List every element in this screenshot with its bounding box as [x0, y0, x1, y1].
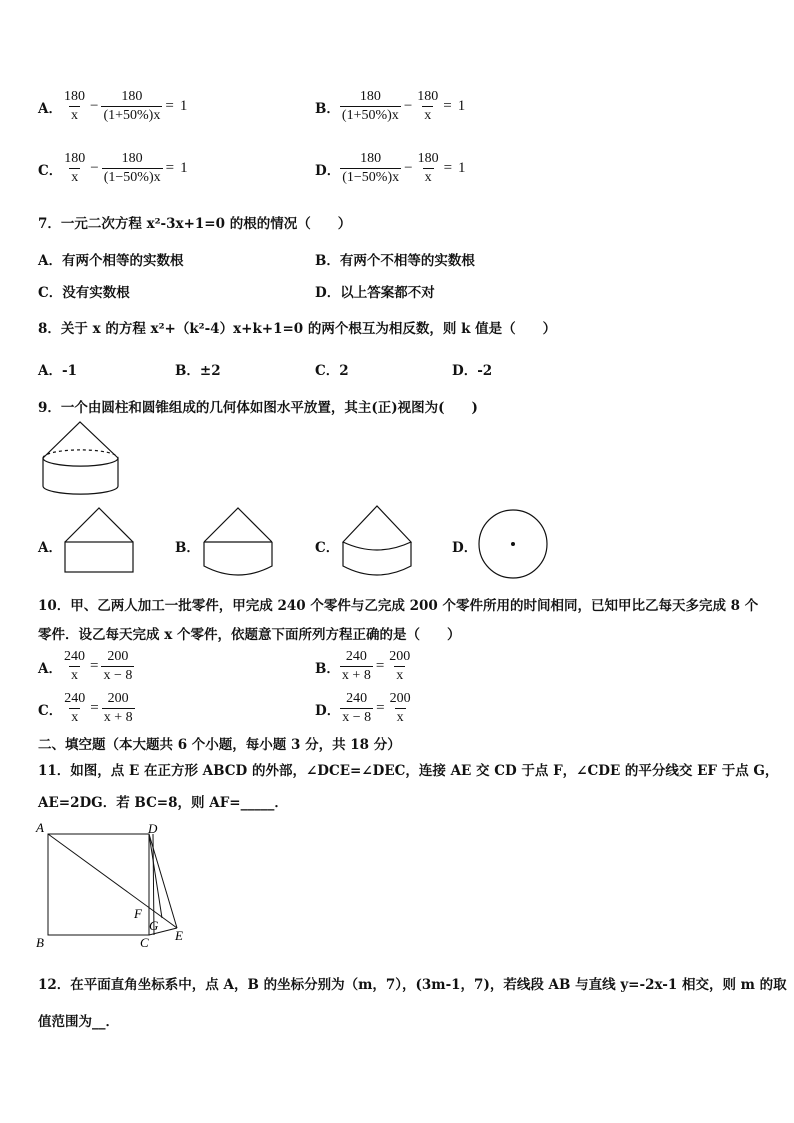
label-f: F: [134, 906, 142, 921]
q8-option-b[interactable]: B．±2: [175, 363, 221, 379]
q9-option-b-label[interactable]: B．: [175, 540, 200, 556]
fraction: $\frac{180}{x}$: [417, 151, 439, 185]
q6-option-a[interactable]: A． $\frac{180}{x}$ − $\frac{180}{(1+50\%)x}$ = 1: [38, 89, 188, 123]
cylinder-top-front-edge: [43, 458, 118, 466]
q9-option-a-figure[interactable]: [62, 504, 138, 576]
q9-option-c-label[interactable]: C．: [315, 540, 340, 556]
q7-option-b[interactable]: B．有两个不相等的实数根: [315, 253, 475, 269]
q6-option-d[interactable]: D． $\frac{180}{(1-50\%)x}$ − $\frac{180}{x}$ = 1: [315, 151, 466, 185]
label-b: B: [36, 935, 44, 950]
option-label: B．: [315, 100, 340, 117]
label-e: E: [175, 928, 183, 943]
fraction: $\frac{180}{(1-50\%)x}$: [103, 151, 161, 185]
q7-option-d[interactable]: D．以上答案都不对: [315, 285, 435, 301]
option-label: D．: [315, 162, 341, 179]
fraction: $\frac{180}{(1+50\%)x}$: [341, 89, 399, 123]
label-c: C: [140, 935, 149, 950]
cylinder-cone-solid-figure: [38, 418, 138, 498]
q7-option-a[interactable]: A．有两个相等的实数根: [38, 253, 184, 269]
q9-option-d-figure[interactable]: [476, 508, 552, 582]
q9-stem: 9．一个由圆柱和圆锥组成的几何体如图水平放置，其主(正)视图为( ): [38, 400, 478, 416]
segment-dg: [149, 834, 162, 918]
option-label: C．: [38, 702, 63, 719]
label-g: G: [149, 918, 159, 933]
fraction: $\frac{240}{x}$: [63, 649, 85, 683]
label-d: D: [148, 821, 158, 836]
fraction: $\frac{180}{x}$: [64, 151, 86, 185]
q7-option-c[interactable]: C．没有实数根: [38, 285, 130, 301]
q10-stem-line2: 零件．设乙每天完成 x 个零件，依题意下面所列方程正确的是（ ）: [38, 627, 461, 643]
q12-stem-line1: 12．在平面直角坐标系中，点 A，B 的坐标分别为（m，7），(3m-1，7)，若线段 AB 与直线 y=-2x-1 相交，则 m 的取: [38, 977, 787, 993]
fraction: $\frac{180}{(1+50\%)x}$: [103, 89, 161, 123]
q8-option-c[interactable]: C．2: [315, 363, 349, 379]
option-label: D．: [315, 702, 341, 719]
fraction: $\frac{180}{(1-50\%)x}$: [342, 151, 400, 185]
option-label: C．: [38, 162, 63, 179]
q9-option-c-figure[interactable]: [340, 502, 416, 580]
q7-stem: 7．一元二次方程 x²-3x+1=0 的根的情况（ ）: [38, 216, 352, 232]
square-abcd-geometry-figure: [34, 820, 194, 950]
q10-option-a[interactable]: A． $\frac{240}{x}$ = $\frac{200}{x - 8}$: [38, 649, 133, 683]
fraction: $\frac{200}{x}$: [389, 691, 411, 725]
q11-stem-line2: AE=2DG．若 BC=8，则 AF=_____．: [38, 795, 288, 811]
cylinder-top-back-edge: [43, 450, 118, 458]
q8-stem: 8．关于 x 的方程 x²+（k²-4）x+k+1=0 的两个根互为相反数，则 k 值是（ ）: [38, 321, 557, 337]
q10-option-b[interactable]: B． $\frac{240}{x + 8}$ = $\frac{200}{x}$: [315, 649, 411, 683]
q8-option-a[interactable]: A．-1: [38, 363, 77, 379]
q6-option-c[interactable]: C． $\frac{180}{x}$ − $\frac{180}{(1-50\%)x}$ = 1: [38, 151, 188, 185]
q9-option-d-label[interactable]: D．: [452, 540, 478, 556]
q10-option-d[interactable]: D． $\frac{240}{x - 8}$ = $\frac{200}{x}$: [315, 691, 411, 725]
fraction: $\frac{200}{x - 8}$: [103, 649, 133, 683]
center-dot: [511, 542, 515, 546]
section-heading: 二、填空题（本大题共 6 个小题，每小题 3 分，共 18 分）: [38, 737, 401, 753]
cylinder-bottom-edge: [43, 486, 118, 494]
q12-stem-line2: 值范围为__．: [38, 1014, 119, 1030]
option-label: A．: [38, 100, 62, 117]
fraction: $\frac{180}{x}$: [417, 89, 439, 123]
fraction: $\frac{240}{x + 8}$: [341, 649, 371, 683]
q8-option-d[interactable]: D．-2: [452, 363, 493, 379]
segment-ae: [48, 834, 177, 928]
label-a: A: [36, 820, 44, 835]
option-label: B．: [315, 660, 340, 677]
fraction: $\frac{240}{x - 8}$: [342, 691, 372, 725]
q10-stem-line1: 10．甲、乙两人加工一批零件，甲完成 240 个零件与乙完成 200 个零件所用的时间相同，已知甲比乙每天多完成 8 个: [38, 598, 759, 614]
fraction: $\frac{240}{x}$: [64, 691, 86, 725]
q9-option-a-label[interactable]: A．: [38, 540, 62, 556]
fraction: $\frac{200}{x}$: [389, 649, 411, 683]
fraction: $\frac{180}{x}$: [63, 89, 85, 123]
fraction: $\frac{200}{x + 8}$: [103, 691, 133, 725]
q10-option-c[interactable]: C． $\frac{240}{x}$ = $\frac{200}{x + 8}$: [38, 691, 133, 725]
option-label: A．: [38, 660, 62, 677]
q11-stem-line1: 11．如图，点 E 在正方形 ABCD 的外部，∠DCE=∠DEC，连接 AE 交 CD 于点 F，∠CDE 的平分线交 EF 于点 G，: [38, 763, 779, 779]
q6-option-b[interactable]: B． $\frac{180}{(1+50\%)x}$ − $\frac{180}{x}$ = 1: [315, 89, 466, 123]
q9-option-b-figure[interactable]: [201, 504, 277, 580]
